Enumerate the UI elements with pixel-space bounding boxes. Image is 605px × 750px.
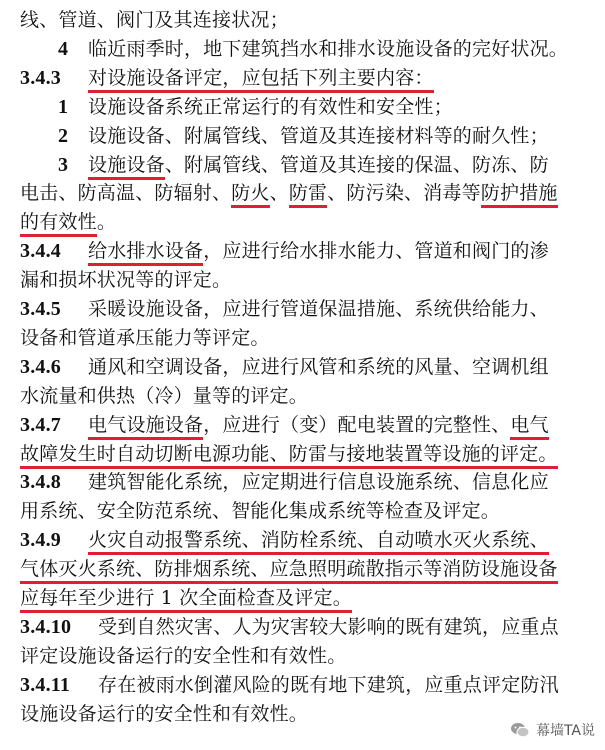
text-line: 电击、防高温、防辐射、防火、防雷、防污染、消毒等防护措施 — [20, 178, 558, 208]
clause-number: 3.4.11 — [20, 673, 71, 696]
underlined-text: 气体灭火系统、防排烟系统、应急照明疏散指示等消防设施设备 — [20, 558, 558, 584]
list-item: 1 设施设备系统正常运行的有效性和安全性； — [58, 92, 453, 122]
clause-number: 3.4.5 — [20, 298, 61, 320]
clause-number: 3.4.10 — [20, 615, 72, 638]
item-number: 1 — [58, 95, 69, 118]
text-line: 漏和损坏状况等的评定。 — [20, 269, 232, 292]
item-number: 4 — [58, 37, 69, 60]
clause-number: 3.4.6 — [20, 355, 61, 378]
clause-3-4-5: 3.4.5 采暖设施设备，应进行管道保温措施、系统供给能力、 — [20, 294, 549, 324]
underlined-text: 火灾自动报警系统、消防栓系统、自动喷水灭火系统、 — [88, 529, 549, 555]
list-item: 3 设施设备、附属管线、管道及其连接的保温、防冻、防 — [58, 150, 549, 180]
underlined-text: 对设施设备评定，应包括下列主要内容： — [88, 67, 434, 93]
item-number: 2 — [58, 124, 69, 147]
underlined-text: 给水排水设备 — [88, 240, 203, 266]
text-line: 设备和管道承压能力等评定。 — [20, 326, 270, 349]
clause-number: 3.4.7 — [20, 413, 61, 436]
text-line: 设施设备运行的安全性和有效性。 — [20, 702, 309, 725]
underlined-text: 防火 — [231, 182, 269, 208]
underlined-text: 防雷 — [289, 182, 327, 208]
clause-3-4-6: 3.4.6 通风和空调设备，应进行风管和系统的风量、空调机组 — [20, 352, 549, 382]
text-line: 线、管道、阀门及其连接状况； — [20, 9, 289, 31]
text-line: 评定设施设备运行的安全性和有效性。 — [20, 644, 347, 667]
underlined-text: 电气 — [510, 414, 548, 440]
text-line: 的有效性。 — [20, 207, 116, 237]
clause-3-4-8: 3.4.8 建筑智能化系统，应定期进行信息设施系统、信息化应 — [20, 467, 549, 497]
clause-number: 3.4.9 — [20, 529, 61, 552]
clause-number: 3.4.4 — [20, 240, 61, 263]
clause-3-4-9 — [20, 525, 549, 555]
underlined-text: 设施设备 — [88, 154, 165, 180]
clause-3-4-10: 3.4.10 受到自然灾害、人为灾害较大影响的既有建筑，应重点 — [20, 612, 559, 642]
underlined-text: 的有效性 — [20, 211, 97, 237]
clause-3-4-11: 3.4.11 存在被雨水倒灌风险的既有地下建筑，应重点评定防汛 — [20, 670, 559, 700]
item-number: 3 — [58, 153, 69, 176]
list-item: 4 临近雨季时，地下建筑挡水和排水设施设备的完好状况。 — [58, 34, 568, 64]
clause-3-4-4: 3.4.4 给水排水设备，应进行给水排水能力、管道和阀门的渗 — [20, 236, 549, 266]
text-line — [20, 583, 352, 613]
underlined-text: 应每年至少进行 1 次全面检查及评定。 — [20, 587, 352, 613]
wechat-icon — [510, 722, 530, 738]
clause-3-4-7: 3.4.7 电气设施设备，应进行（变）配电装置的完整性、电气 — [20, 410, 549, 440]
watermark — [510, 720, 595, 740]
clause-number: 3.4.3 — [20, 66, 61, 89]
list-item: 2 设施设备、附属管线、管道及其连接材料等的耐久性； — [58, 121, 549, 151]
underlined-text: 防护措施 — [481, 182, 558, 208]
watermark-text: 幕墙TA说 — [535, 723, 595, 739]
text-line — [20, 439, 558, 469]
text-line: 用系统、安全防范系统、智能化集成系统等检查及评定。 — [20, 500, 501, 523]
underlined-text: 电气设施设备 — [88, 414, 203, 440]
underlined-text: 故障发生时自动切断电源功能、防雷与接地装置等设施的评定。 — [20, 443, 558, 469]
clause-3-4-3 — [20, 63, 434, 93]
text-line — [20, 554, 558, 584]
clause-number: 3.4.8 — [20, 471, 61, 494]
text-line: 水流量和供热（冷）量等的评定。 — [20, 384, 309, 407]
